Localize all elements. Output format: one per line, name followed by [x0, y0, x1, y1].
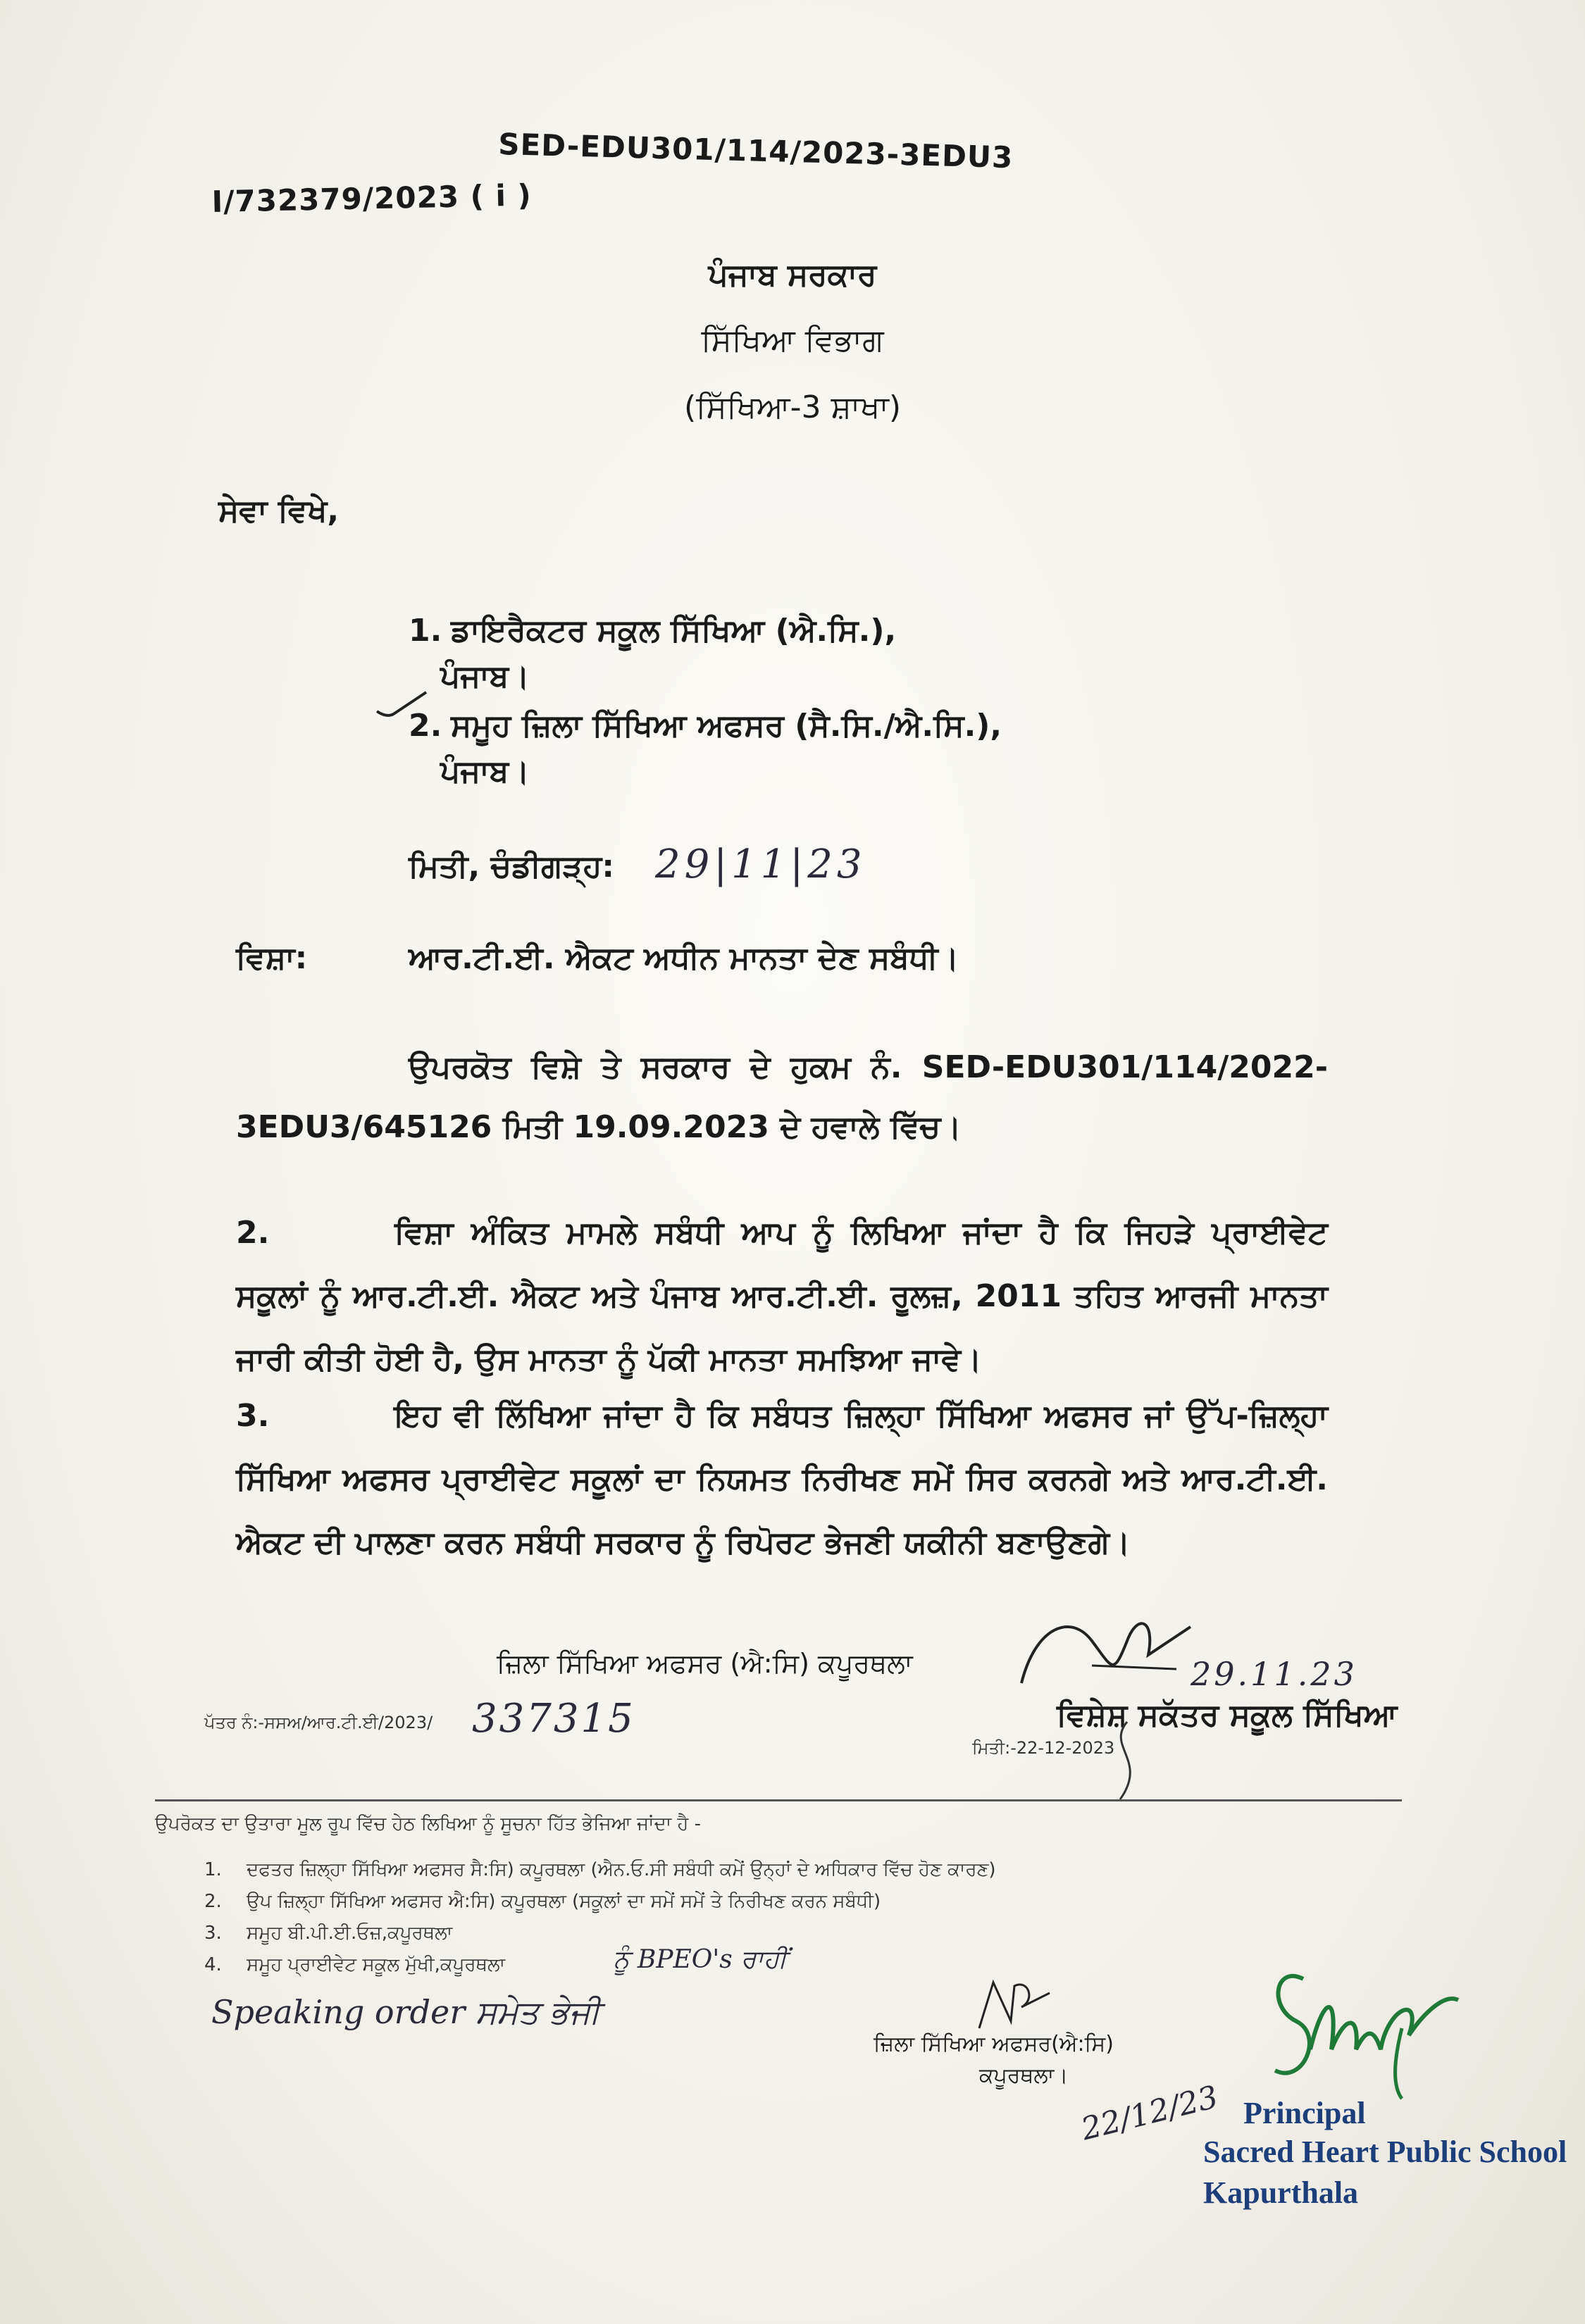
- recipient-1-line1: ਡਾਇਰੈਕਟਰ ਸਕੂਲ ਸਿੱਖਿਆ (ਐ.ਸਿ.),: [451, 613, 897, 649]
- signer-date: 29.11.23: [1191, 1655, 1357, 1693]
- subject-label: ਵਿਸ਼ਾ:: [236, 940, 308, 976]
- date-label: ਮਿਤੀ, ਚੰਡੀਗੜ੍ਹ:: [409, 849, 615, 885]
- file-reference: SED-EDU301/114/2023-3EDU3: [497, 127, 1014, 175]
- footer-hand-date: 22/12/23: [1078, 2079, 1222, 2148]
- copy-item-4-num: 4.: [204, 1954, 222, 1975]
- para1-line2: 3EDU3/645126 ਮਿਤੀ 19.09.2023 ਦੇ ਹਵਾਲੇ ਵਿੱਚ।: [236, 1109, 962, 1145]
- para3-line1: ਇਹ ਵੀ ਲਿੱਖਿਆ ਜਾਂਦਾ ਹੈ ਕਿ ਸਬੰਧਤ ਜ਼ਿਲ੍ਹਾ ਸਿੱਖਿਆ ਅਫਸਰ ਜਾਂ ਉੱਪ-ਜ਼ਿਲ੍ਹਾ: [394, 1398, 1328, 1434]
- subject-text: ਆਰ.ਟੀ.ਈ. ਐਕਟ ਅਧੀਨ ਮਾਨਤਾ ਦੇਣ ਸਬੰਧੀ।: [409, 940, 959, 976]
- copy-item-3-num: 3.: [204, 1923, 222, 1944]
- copy-item-2: ਉਪ ਜ਼ਿਲ੍ਹਾ ਸਿੱਖਿਆ ਅਫਸਰ ਐ:ਸਿ) ਕਪੂਰਥਲਾ (ਸਕੂਲਾਂ ਦਾ ਸਮੇਂ ਸਮੇਂ ਤੇ ਨਿਰੀਖਣ ਕਰਨ ਸਬੰਧੀ): [247, 1891, 881, 1912]
- official-signature: [1007, 1599, 1205, 1704]
- date-handwritten: 29|11|23: [655, 842, 866, 887]
- department-title: ਸਿੱਖਿਆ ਵਿਭਾਗ: [701, 323, 884, 358]
- receiving-office: ਜ਼ਿਲਾ ਸਿੱਖਿਆ ਅਫਸਰ (ਐ:ਸਿ) ਕਪੂਰਥਲਾ: [497, 1648, 913, 1679]
- gov-title: ਪੰਜਾਬ ਸਰਕਾਰ: [708, 257, 877, 293]
- copy-item-3: ਸਮੂਹ ਬੀ.ਪੀ.ਈ.ਓਜ਼,ਕਪੂਰਥਲਾ: [247, 1923, 453, 1944]
- stamp-school-name: Sacred Heart Public School: [1203, 2135, 1567, 2169]
- copy-to-intro: ਉਪਰੋਕਤ ਦਾ ਉਤਾਰਾ ਮੂਲ ਰੂਪ ਵਿੱਚ ਹੇਠ ਲਿਖਿਆ ਨੂੰ ਸੂਚਨਾ ਹਿੱਤ ਭੇਜਿਆ ਜਾਂਦਾ ਹੈ -: [155, 1813, 702, 1835]
- signer-title: ਵਿਸ਼ੇਸ਼ ਸਕੱਤਰ ਸਕੂਲ ਸਿੱਖਿਆ: [1057, 1697, 1398, 1733]
- signer-hand-stroke: [1099, 1718, 1155, 1803]
- hand-note-bpeo: ਨੂੰ BPEO's ਰਾਹੀਂ: [613, 1945, 787, 1974]
- para2-line2: ਸਕੂਲਾਂ ਨੂੰ ਆਰ.ਟੀ.ਈ. ਐਕਟ ਅਤੇ ਪੰਜਾਬ ਆਰ.ਟੀ.ਈ. ਰੂਲਜ਼, 2011 ਤਹਿਤ ਆਰਜੀ ਮਾਨਤਾ: [236, 1278, 1328, 1314]
- recipient-2-line1: ਸਮੂਹ ਜ਼ਿਲਾ ਸਿੱਖਿਆ ਅਫਸਰ (ਸੈ.ਸਿ./ਐ.ਸਿ.),: [451, 708, 1002, 744]
- para2-line1: ਵਿਸ਼ਾ ਅੰਕਿਤ ਮਾਮਲੇ ਸਬੰਧੀ ਆਪ ਨੂੰ ਲਿਖਿਆ ਜਾਂਦਾ ਹੈ ਕਿ ਜਿਹੜੇ ਪ੍ਰਾਈਵੇਟ: [394, 1215, 1328, 1251]
- salutation: ਸੇਵਾ ਵਿਖੇ,: [218, 493, 340, 529]
- stamp-location: Kapurthala: [1203, 2175, 1359, 2210]
- endorse-label: ਪੱਤਰ ਨੰ:-ਸਸਅ/ਆਰ.ਟੀ.ਈ/2023/: [204, 1713, 433, 1732]
- recipient-1-num: 1.: [409, 613, 442, 649]
- deo-office-line1: ਜ਼ਿਲਾ ਸਿੱਖਿਆ ਅਫਸਰ(ਐ:ਸਿ): [874, 2032, 1114, 2056]
- para3-line2: ਸਿੱਖਿਆ ਅਫਸਰ ਪ੍ਰਾਈਵੇਟ ਸਕੂਲਾਂ ਦਾ ਨਿਯਮਤ ਨਿਰੀਖਣ ਸਮੇਂ ਸਿਰ ਕਰਨਗੇ ਅਤੇ ਆਰ.ਟੀ.ਈ.: [236, 1461, 1328, 1497]
- copy-item-2-num: 2.: [204, 1891, 222, 1912]
- diary-number: I/732379/2023 ( i ): [211, 177, 533, 219]
- principal-signature: [1261, 1951, 1472, 2106]
- recipient-1-line2: ਪੰਜਾਬ।: [440, 658, 530, 694]
- para2-num: 2.: [236, 1215, 270, 1251]
- branch-title: (ਸਿੱਖਿਆ-3 ਸ਼ਾਖਾ): [684, 389, 901, 425]
- copy-item-1: ਦਫਤਰ ਜ਼ਿਲ੍ਹਾ ਸਿੱਖਿਆ ਅਫਸਰ ਸੈ:ਸਿ) ਕਪੂਰਥਲਾ (ਐਨ.ਓ.ਸੀ ਸਬੰਧੀ ਕਮੇਂ ਉਨ੍ਹਾਂ ਦੇ ਅਧਿਕਾਰ ਵਿੱਚ ਹੋਣ ਕਾਰਣ): [247, 1859, 996, 1880]
- deo-initials-signature: [972, 1972, 1078, 2035]
- recipient-2-line2: ਪੰਜਾਬ।: [440, 754, 530, 789]
- deo-office-line2: ਕਪੂਰਥਲਾ।: [979, 2063, 1069, 2088]
- para1-line1: ਉਪਰਕੋਤ ਵਿਸ਼ੇ ਤੇ ਸਰਕਾਰ ਦੇ ਹੁਕਮ ਨੰ. SED-EDU301/114/2022-: [409, 1049, 1328, 1085]
- para3-line3: ਐਕਟ ਦੀ ਪਾਲਣਾ ਕਰਨ ਸਬੰਧੀ ਸਰਕਾਰ ਨੂੰ ਰਿਪੋਰਟ ਭੇਜਣੀ ਯਕੀਨੀ ਬਣਾਉਣਗੇ।: [236, 1525, 1131, 1561]
- para2-line3: ਜਾਰੀ ਕੀਤੀ ਹੋਈ ਹੈ, ਉਸ ਮਾਨਤਾ ਨੂੰ ਪੱਕੀ ਮਾਨਤਾ ਸਮਝਿਆ ਜਾਵੇ।: [236, 1342, 982, 1377]
- copy-item-1-num: 1.: [204, 1859, 222, 1880]
- divider-line: [155, 1799, 1402, 1801]
- hand-note-speaking-order: Speaking order ਸਮੇਤ ਭੇਜੀ: [211, 1993, 600, 2031]
- para3-num: 3.: [236, 1398, 270, 1434]
- signer-subdate: ਮਿਤੀ:-22-12-2023: [972, 1738, 1115, 1758]
- stamp-principal: Principal: [1243, 2096, 1366, 2130]
- copy-item-4: ਸਮੂਹ ਪ੍ਰਾਈਵੇਟ ਸਕੂਲ ਮੁੱਖੀ,ਕਪੂਰਥਲਾ: [247, 1954, 506, 1975]
- recipient-2-num: 2.: [409, 708, 442, 744]
- endorse-number: 337315: [472, 1696, 635, 1742]
